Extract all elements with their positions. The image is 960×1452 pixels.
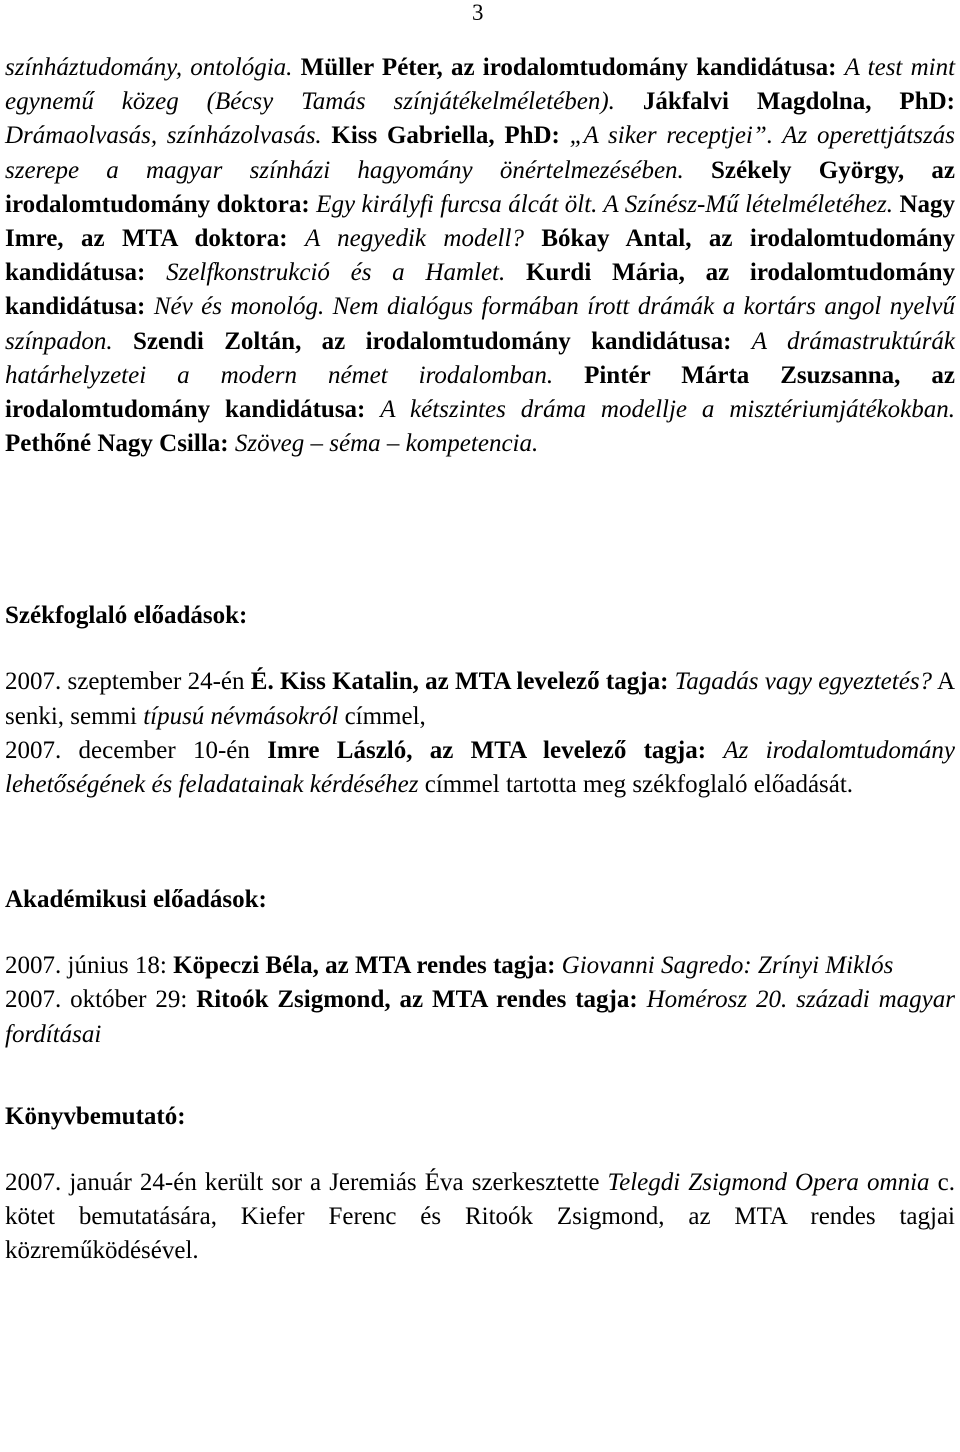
text-run	[145, 259, 166, 286]
italic-title: Egy királyfi furcsa álcát ölt. A Színész-Mű lételméletéhez.	[316, 190, 893, 218]
text-run	[145, 293, 153, 320]
text-run: 2007. szeptember 24-én	[5, 668, 251, 696]
text-run	[113, 328, 133, 355]
text-run	[731, 328, 751, 355]
text-run	[524, 225, 541, 252]
text-run	[706, 737, 723, 764]
bold-text: Nagy Imre, az MTA doktora:	[5, 190, 956, 253]
bold-text: É. Kiss Katalin, az MTA levelező tagja:	[250, 668, 669, 696]
bold-text: Kurdi Mária, az irodalomtudomány kandidátusa:	[5, 259, 956, 321]
text-run: 2007. december 10-én	[5, 736, 268, 764]
italic-title: Telegdi Zsigmond Opera omnia	[607, 1168, 930, 1196]
text-run: címmel,	[338, 702, 426, 730]
inaugural-lectures-heading: Székfoglaló előadások:	[5, 602, 248, 630]
italic-title: Homérosz 20. századi magyar fordításai	[5, 986, 955, 1048]
text-run	[684, 157, 711, 184]
book-presentation-entry	[5, 1166, 955, 1269]
bold-text: Bókay Antal, az irodalomtudomány kandidátusa:	[5, 225, 956, 287]
text-run	[553, 362, 584, 389]
italic-title: Giovanni Sagredo: Zrínyi Miklós	[561, 952, 894, 980]
page-number: 3	[472, 0, 484, 25]
text-run: 2007. október 29:	[5, 986, 197, 1014]
text-run	[292, 54, 300, 81]
bold-text: Ritoók Zsigmond, az MTA rendes tagja:	[196, 986, 638, 1014]
academic-lectures-heading: Akadémikusi előadások:	[5, 886, 267, 914]
italic-title: Az irodalomtudomány lehetőségének és feladatainak kérdéséhez	[5, 736, 956, 799]
text-run	[560, 122, 570, 149]
italic-title: Név és monológ. Nem dialógus formában írott drámák a kortárs angol nyelvű színpadon.	[5, 293, 956, 355]
italic-title: A kétszintes dráma modellje a misztériumjátékokban.	[380, 396, 955, 424]
text-run: 2007. június 18:	[5, 952, 174, 980]
italic-title: A negyedik modell?	[304, 225, 524, 253]
page-content	[5, 51, 955, 1268]
italic-title: A drámastruktúrák határhelyzetei a modern német irodalomban.	[5, 327, 956, 389]
text-run	[505, 259, 526, 286]
inaugural-entry-imre	[5, 734, 955, 802]
italic-title: Szelfkonstrukció és a Hamlet.	[166, 259, 506, 287]
italic-title: Drámaolvasás, színházolvasás.	[5, 122, 322, 150]
text-run	[322, 122, 332, 149]
italic-title: típusú névmásokról	[143, 702, 339, 730]
bold-text: Székely György, az irodalomtudomány doktora:	[5, 156, 955, 218]
bold-text: Köpeczi Béla, az MTA rendes tagja:	[173, 952, 556, 980]
academic-entry-kopeczi	[5, 949, 955, 983]
bold-text: Pethőné Nagy Csilla:	[5, 430, 229, 458]
text-run	[638, 986, 647, 1013]
italic-title: A test mint egynemű közeg (Bécsy Tamás színjátékelméletében).	[5, 54, 956, 116]
bold-text: Imre László, az MTA levelező tagja:	[267, 736, 707, 764]
italic-title: Tagadás vagy egyeztetés?	[674, 668, 933, 696]
italic-title: Szöveg – séma – kompetencia.	[234, 430, 539, 458]
text-run	[365, 396, 380, 423]
text-run	[615, 88, 643, 115]
bold-text: Müller Péter, az irodalomtudomány kandidátusa:	[300, 54, 837, 81]
text-run: 2007. január 24-én került sor a Jeremiás Éva szerkesztette	[5, 1168, 608, 1196]
book-presentation-heading: Könyvbemutató:	[5, 1102, 186, 1130]
text-run: A senki, semmi	[5, 668, 955, 730]
bold-text: Kiss Gabriella, PhD:	[331, 122, 560, 150]
bold-text: Szendi Zoltán, az irodalomtudomány kandidátusa:	[133, 327, 732, 355]
academic-entry-ritook	[5, 983, 955, 1051]
inaugural-entry-kiss	[5, 665, 955, 733]
bold-text: Jákfalvi Magdolna, PhD:	[642, 88, 955, 116]
text-run: címmel tartotta meg székfoglaló előadását.	[418, 771, 854, 799]
text-run	[288, 225, 305, 252]
text-run	[836, 54, 844, 81]
bold-text: Pintér Márta Zsuzsanna, az irodalomtudomány kandidátusa:	[5, 361, 955, 424]
italic-title: színháztudomány, ontológia.	[5, 54, 293, 81]
text-run: c. kötet bemutatására, Kiefer Ferenc és Ritoók Zsigmond, az MTA rendes tagjai közreműködésével.	[5, 1168, 955, 1265]
dissertations-paragraph	[5, 51, 955, 461]
italic-title: „A siker receptjei”. Az operettjátszás szerepe a magyar színházi hagyomány önértelmezésében.	[5, 122, 955, 184]
